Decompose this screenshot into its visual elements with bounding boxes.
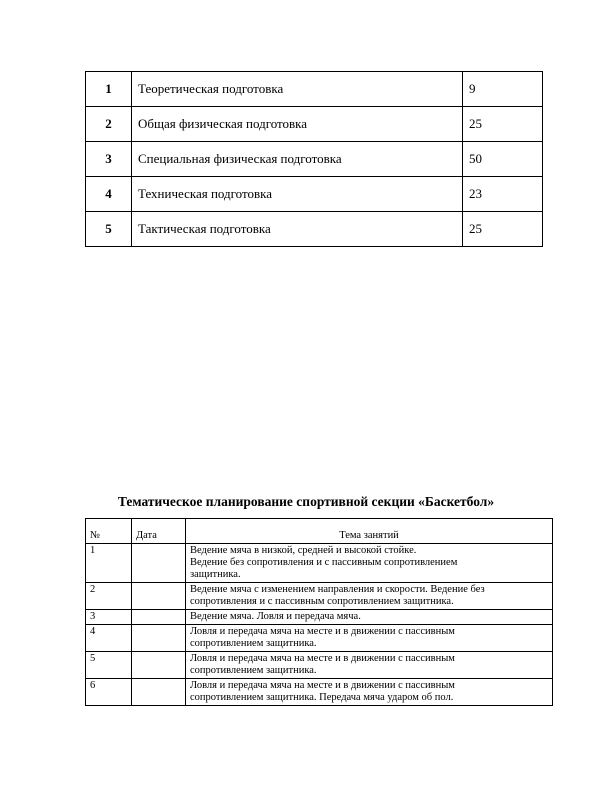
topic-line: Ведение без сопротивления и с пассивным сопротивлением bbox=[190, 557, 458, 568]
plan-row bbox=[86, 652, 553, 679]
plan-row-topic bbox=[186, 679, 553, 706]
header-date: Дата bbox=[132, 519, 186, 544]
plan-row bbox=[86, 625, 553, 652]
row-name: Теоретическая подготовка bbox=[132, 72, 463, 107]
plan-row-topic bbox=[186, 610, 553, 625]
header-number: № bbox=[86, 519, 132, 544]
hours-row bbox=[86, 177, 543, 212]
plan-row-number: 5 bbox=[86, 652, 132, 679]
topic-line: Ведение мяча в низкой, средней и высокой стойке. bbox=[190, 545, 417, 556]
thematic-plan-body bbox=[86, 519, 553, 706]
row-name: Общая физическая подготовка bbox=[132, 107, 463, 142]
plan-row-number: 1 bbox=[86, 544, 132, 583]
plan-row bbox=[86, 583, 553, 610]
hours-row bbox=[86, 107, 543, 142]
topic-line: Ловля и передача мяча на месте и в движении с пассивным bbox=[190, 626, 455, 637]
plan-row-number: 4 bbox=[86, 625, 132, 652]
plan-row-topic bbox=[186, 652, 553, 679]
plan-row-date bbox=[132, 610, 186, 625]
row-name: Специальная физическая подготовка bbox=[132, 142, 463, 177]
plan-row-topic bbox=[186, 544, 553, 583]
training-hours-body bbox=[86, 72, 543, 247]
plan-header-row bbox=[86, 519, 553, 544]
plan-row-topic bbox=[186, 583, 553, 610]
plan-row bbox=[86, 544, 553, 583]
topic-line: сопротивления и с пассивным сопротивлением защитника. bbox=[190, 596, 454, 607]
plan-row-number: 3 bbox=[86, 610, 132, 625]
row-name: Техническая подготовка bbox=[132, 177, 463, 212]
row-hours: 25 bbox=[463, 107, 543, 142]
hours-row bbox=[86, 142, 543, 177]
row-hours: 9 bbox=[463, 72, 543, 107]
row-number: 4 bbox=[86, 177, 132, 212]
row-hours: 50 bbox=[463, 142, 543, 177]
row-name: Тактическая подготовка bbox=[132, 212, 463, 247]
plan-row-number: 6 bbox=[86, 679, 132, 706]
hours-row bbox=[86, 72, 543, 107]
row-number: 2 bbox=[86, 107, 132, 142]
plan-row-topic bbox=[186, 625, 553, 652]
topic-line: сопротивлением защитника. Передача мяча ударом об пол. bbox=[190, 692, 454, 703]
row-hours: 23 bbox=[463, 177, 543, 212]
plan-title: Тематическое планирование спортивной секции «Баскетбол» bbox=[117, 494, 495, 509]
row-number: 5 bbox=[86, 212, 132, 247]
header-topic: Тема занятий bbox=[186, 519, 553, 544]
topic-line: сопротивлением защитника. bbox=[190, 665, 317, 676]
row-number: 3 bbox=[86, 142, 132, 177]
topic-line: Ведение мяча. Ловля и передача мяча. bbox=[190, 611, 361, 622]
row-hours: 25 bbox=[463, 212, 543, 247]
plan-row-number: 2 bbox=[86, 583, 132, 610]
topic-line: Ловля и передача мяча на месте и в движении с пассивным bbox=[190, 653, 455, 664]
plan-row bbox=[86, 679, 553, 706]
thematic-plan-table bbox=[85, 518, 553, 706]
training-hours-table bbox=[85, 71, 543, 247]
topic-line: Ловля и передача мяча на месте и в движении с пассивным bbox=[190, 680, 455, 691]
topic-line: сопротивлением защитника. bbox=[190, 638, 317, 649]
row-number: 1 bbox=[86, 72, 132, 107]
hours-row bbox=[86, 212, 543, 247]
topic-line: защитника. bbox=[190, 569, 241, 580]
plan-row-date bbox=[132, 679, 186, 706]
plan-row-date bbox=[132, 625, 186, 652]
plan-row-date bbox=[132, 652, 186, 679]
topic-line: Ведение мяча с изменением направления и скорости. Ведение без bbox=[190, 584, 485, 595]
plan-row bbox=[86, 610, 553, 625]
plan-row-date bbox=[132, 544, 186, 583]
plan-row-date bbox=[132, 583, 186, 610]
